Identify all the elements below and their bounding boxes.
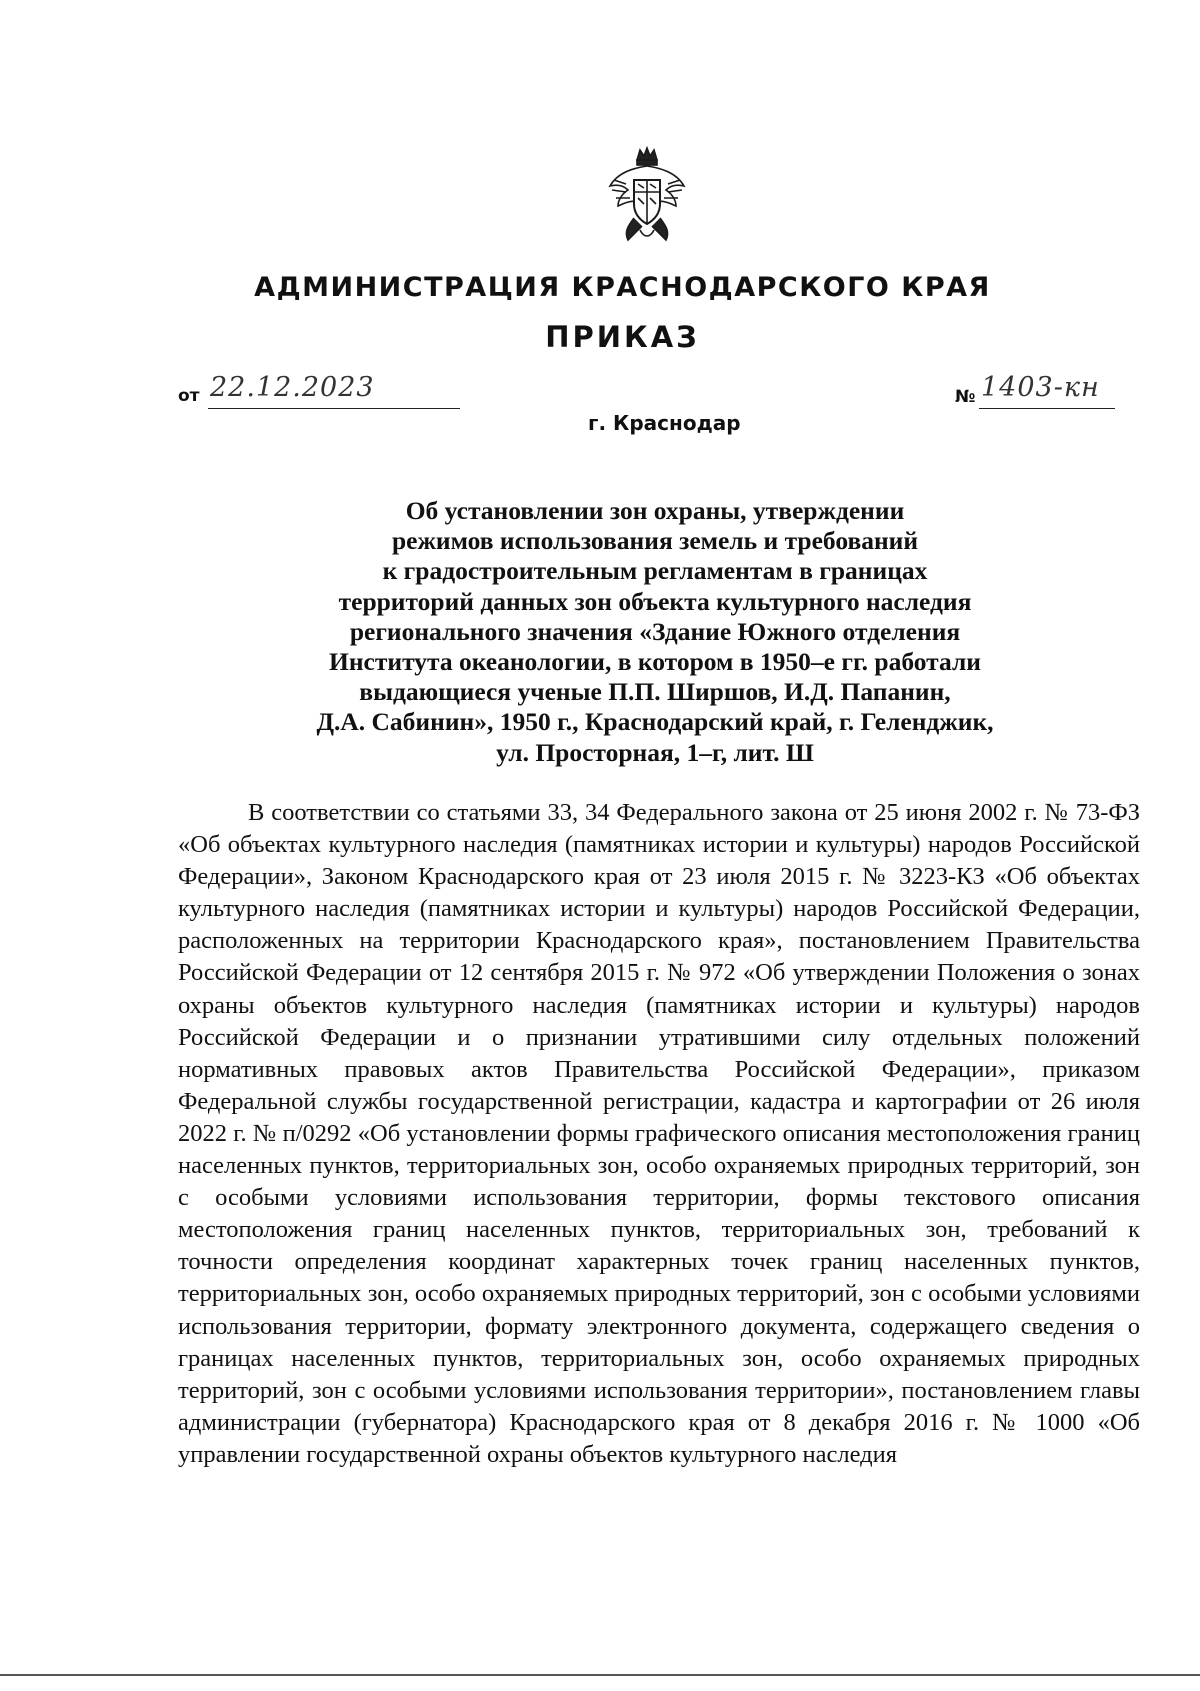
body-paragraph: В соответствии со статьями 33, 34 Федерального закона от 25 июня 2002 г. № 73-ФЗ «Об объектах культурного наследия (памятниках истории и культуры) народов Российской Федерации», Законом Краснодарского края от 23 июля 2015 г. № 3223-КЗ «Об объектах культурного наследия (памятниках истории и культуры) народов Российской Федерации, расположенных на территории Краснодарского края», постановлением Правительства Российской Федерации от 12 сентября 2015 г. № 972 «Об утверждении Положения о зонах охраны объектов культурного наследия (памятниках истории и культуры) народов Российской Федерации и о признании утратившими силу отдельных положений нормативных правовых актов Правительства Российской Федерации», приказом Федеральной службы государственной регистрации, кадастра и картографии от 26 июля 2022 г. № п/0292 «Об установлении формы графического описания местоположения границ населенных пунктов, территориальных зон, особо охраняемых природных территорий, зон с особыми условиями использования территории, формы текстового описания местоположения границ населенных пунктов, территориальных зон, требований к точности определения координат характерных точек границ населенных пунктов, территориальных зон, особо охраняемых природных территорий, зон с особыми условиями использования территории, формату электронного документа, содержащего сведения о границах населенных пунктов, территориальных зон, особо охраняемых природных территорий, зон с особыми условиями использования территории», постановлением главы администрации (губернатора) Краснодарского края от 8 декабря 2016 г. № 1000 «Об управлении государственной охраны объектов культурного наследия (178, 799, 1140, 1468)
title-line: к градостроительным регламентам в границах (382, 556, 928, 586)
title-line: регионального значения «Здание Южного отделения (349, 616, 961, 646)
city-name: г. Краснодар (588, 411, 741, 435)
title-line: Об установлении зон охраны, утверждении (405, 496, 905, 525)
coat-of-arms-icon (604, 146, 690, 246)
number-label: № (955, 387, 976, 407)
page-bottom-rule (0, 1674, 1200, 1676)
number-field (955, 372, 1115, 412)
date-label: от (178, 386, 200, 406)
title-line: режимов использования земель и требований (391, 526, 919, 556)
organization-name: АДМИНИСТРАЦИЯ КРАСНОДАРСКОГО КРАЯ (254, 272, 991, 303)
number-handwritten: 1403-кн (981, 372, 1100, 403)
title-line: выдающиеся ученые П.П. Ширшов, И.Д. Папанин, (359, 677, 951, 707)
date-handwritten: 22.12.2023 (210, 372, 375, 403)
title-line: Д.А. Сабинин», 1950 г., Краснодарский край, г. Геленджик, (316, 707, 994, 737)
document-title (240, 496, 1070, 768)
number-underline (979, 408, 1115, 409)
title-line: Института океанологии, в котором в 1950–е гг. работали (329, 647, 981, 677)
title-line: территорий данных зон объекта культурного наследия (338, 586, 972, 616)
date-field (178, 372, 460, 412)
title-line: ул. Просторная, 1–г, лит. Ш (496, 737, 814, 767)
document-type: ПРИКАЗ (545, 320, 700, 354)
date-underline (208, 408, 460, 409)
